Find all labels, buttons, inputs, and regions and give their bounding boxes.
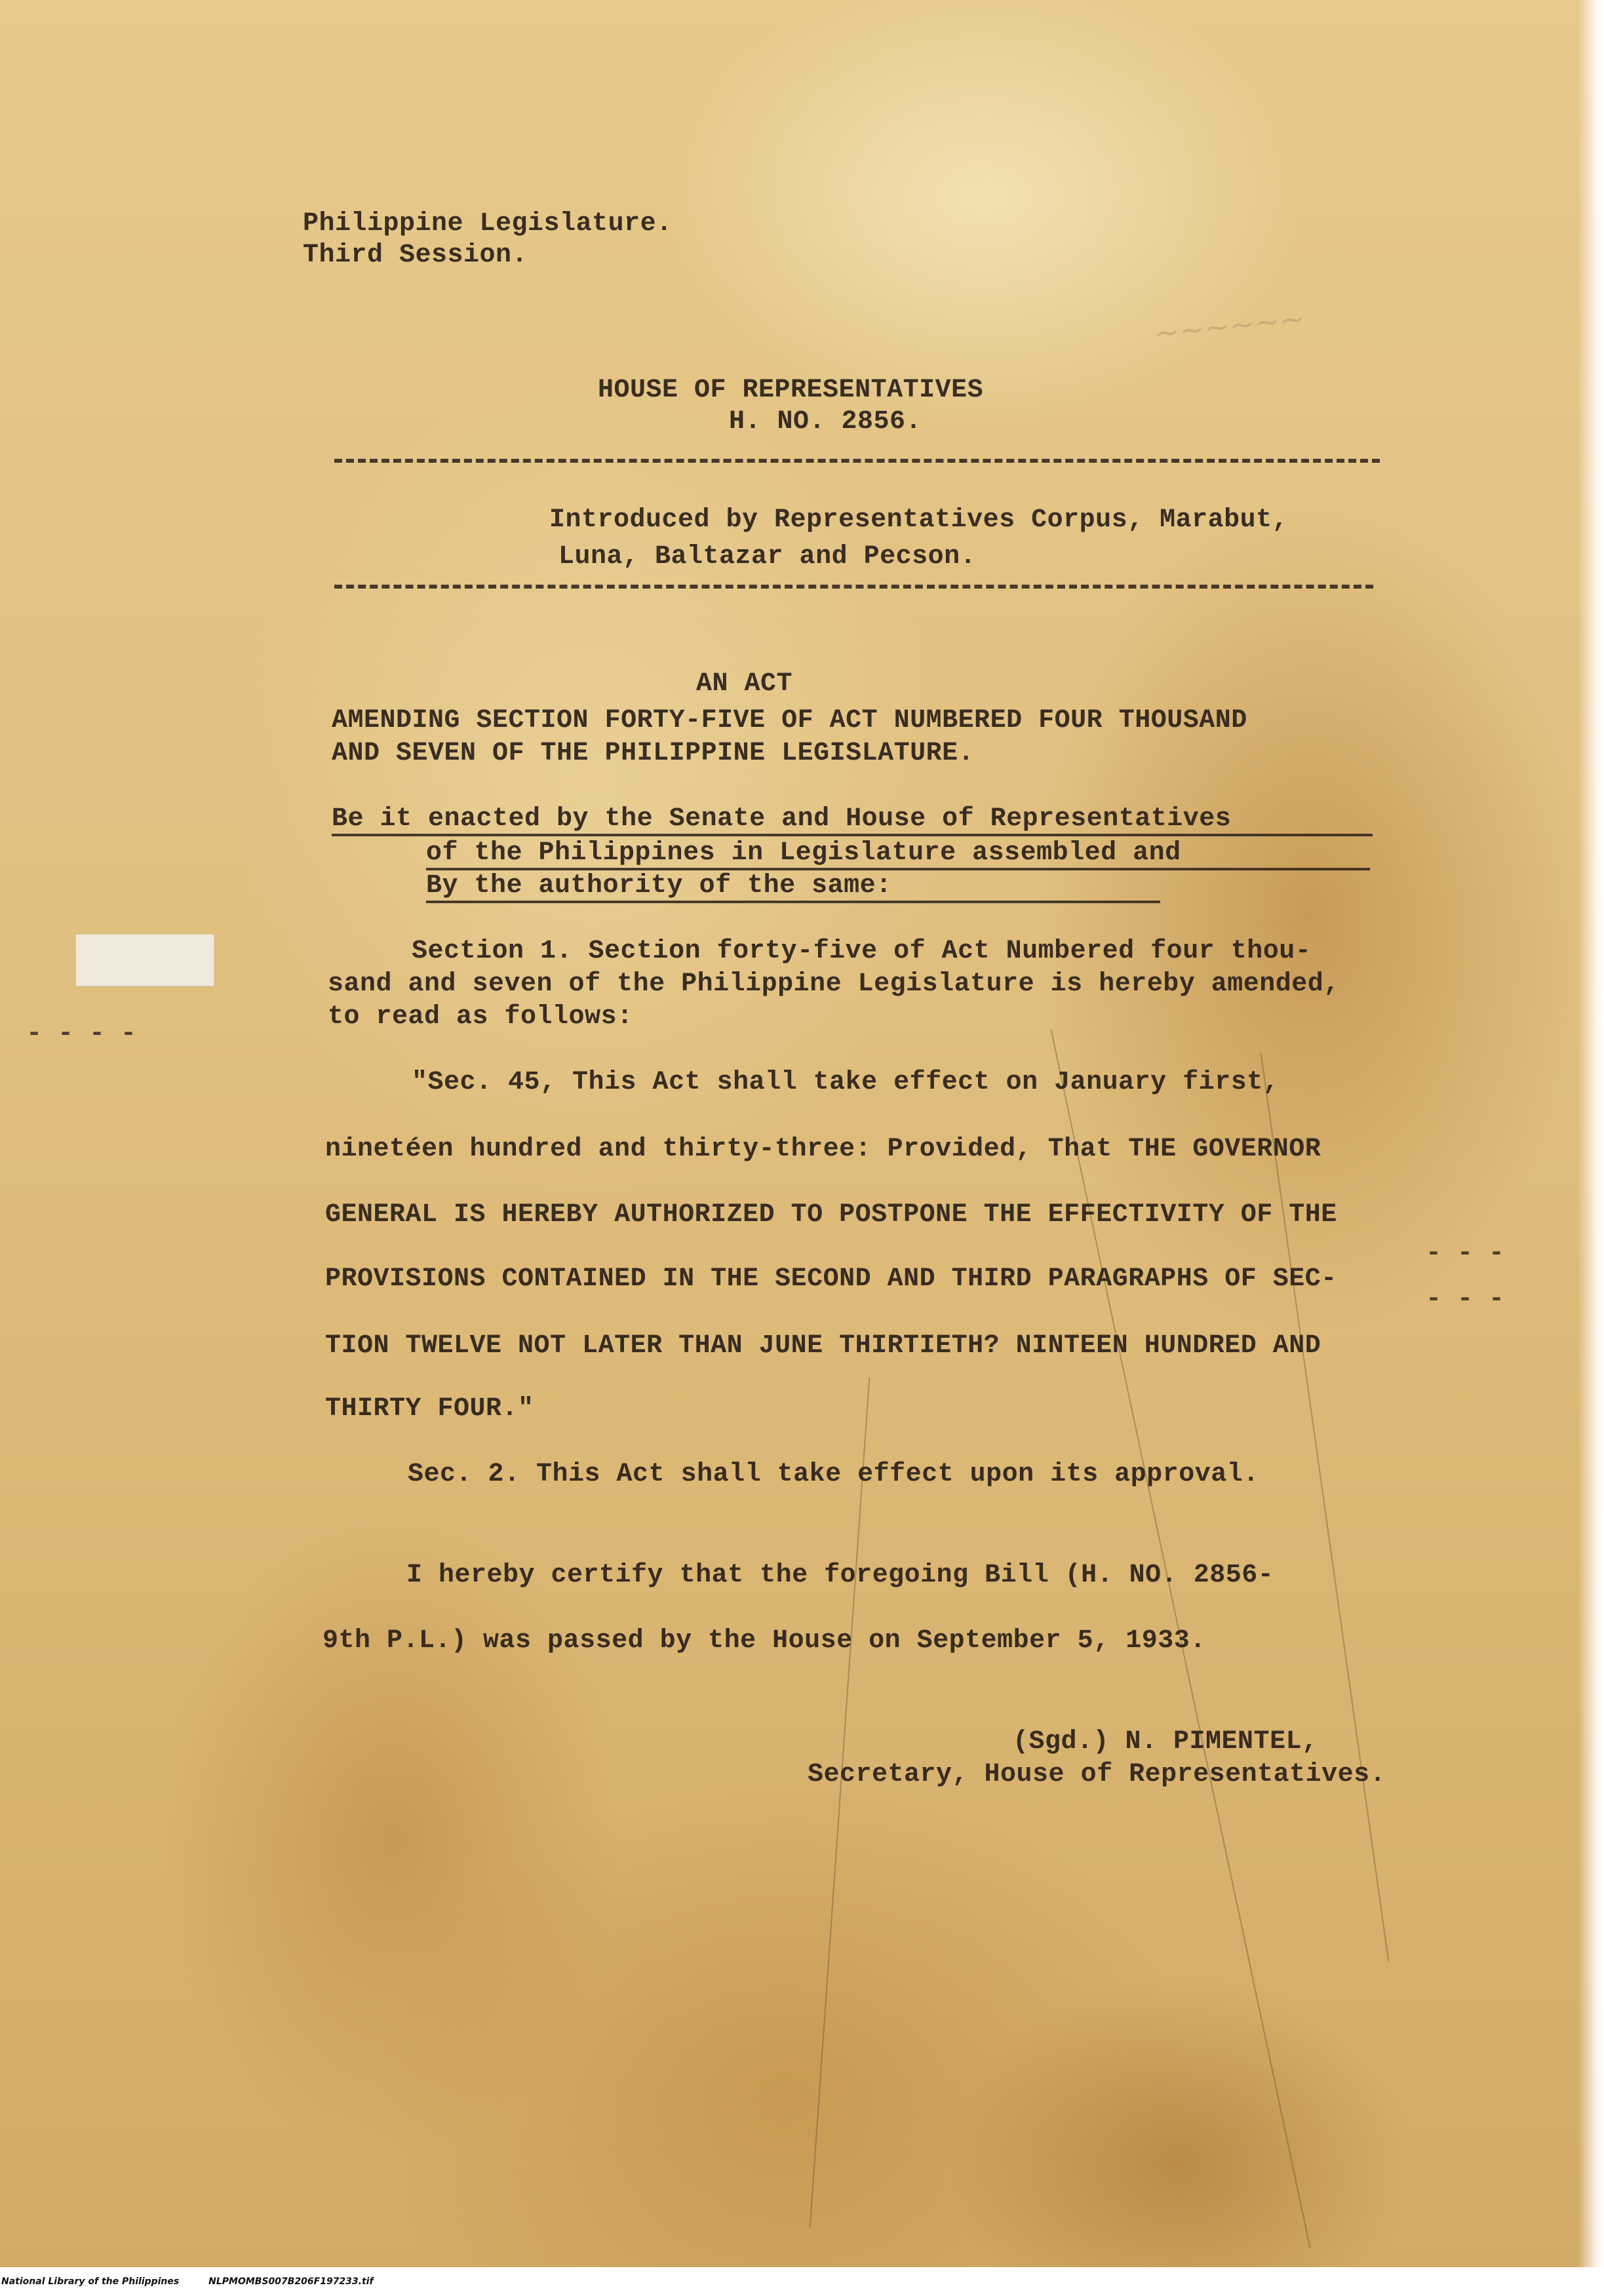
tape-fragment — [75, 934, 214, 986]
library-credit: National Library of the Philippines — [1, 2276, 180, 2287]
signature-name: (Sgd.) N. PIMENTEL, — [1013, 1727, 1318, 1757]
certification-line-2: 9th P.L.) was passed by the House on September 5, 1933. — [323, 1626, 1206, 1656]
file-name: NLPMOMBS007B206F197233.tif — [208, 2276, 374, 2287]
quoted-section-line-1: "Sec. 45, This Act shall take effect on January first, — [412, 1068, 1280, 1097]
margin-marks: - - - — [1426, 1239, 1505, 1268]
signature-title: Secretary, House of Representatives. — [808, 1760, 1386, 1789]
bill-number: H. NO. 2856. — [729, 407, 922, 437]
enacting-clause-line-3: By the authority of the same: — [426, 871, 892, 901]
legislature-heading: Philippine Legislature. — [303, 209, 673, 239]
pencil-annotation: ~~~~~~ — [1152, 300, 1307, 351]
quoted-section-line-3: GENERAL IS HEREBY AUTHORIZED TO POSTPONE THE EFFECTIVITY OF THE — [325, 1200, 1337, 1230]
section-1-line-3: to read as follows: — [328, 1002, 633, 1032]
section-2: Sec. 2. This Act shall take effect upon its approval. — [408, 1460, 1259, 1489]
enacting-clause-line-1: Be it enacted by the Senate and House of Representatives — [332, 804, 1232, 834]
house-heading: HOUSE OF REPRESENTATIVES — [598, 376, 984, 405]
introduced-by: Introduced by Representatives Corpus, Marabut, — [549, 505, 1289, 535]
margin-marks: - - - — [1426, 1285, 1505, 1314]
introduced-names: Luna, Baltazar and Pecson. — [558, 542, 977, 572]
certification-line-1: I hereby certify that the foregoing Bill (H. NO. 2856- — [406, 1561, 1274, 1590]
act-heading: AN ACT — [696, 669, 793, 699]
scanned-page-edge — [1578, 0, 1604, 2267]
dash-divider — [334, 459, 1380, 463]
quoted-section-line-5: TION TWELVE NOT LATER THAN JUNE THIRTIETH? NINTEEN HUNDRED AND — [325, 1331, 1321, 1361]
margin-marks: - - - - — [26, 1019, 137, 1049]
quoted-section-line-2: ninetéen hundred and thirty-three: Provided, That THE GOVERNOR — [325, 1135, 1321, 1164]
act-title-line-1: AMENDING SECTION FORTY-FIVE OF ACT NUMBERED FOUR THOUSAND — [332, 706, 1247, 735]
act-title-line-2: AND SEVEN OF THE PHILIPPINE LEGISLATURE. — [332, 739, 975, 768]
section-1-line-1: Section 1. Section forty-five of Act Numbered four thou- — [412, 937, 1312, 966]
enacting-underline — [426, 901, 1160, 903]
enacting-underline — [332, 834, 1373, 836]
dash-divider — [334, 585, 1373, 589]
archive-footer — [0, 2267, 1604, 2296]
section-1-line-2: sand and seven of the Philippine Legislature is hereby amended, — [328, 969, 1340, 999]
quoted-section-line-6: THIRTY FOUR." — [325, 1394, 534, 1424]
session-heading: Third Session. — [303, 241, 528, 270]
enacting-clause-line-2: of the Philippines in Legislature assembled and — [426, 838, 1181, 868]
crease-mark — [810, 1378, 870, 2228]
quoted-section-line-4: PROVISIONS CONTAINED IN THE SECOND AND THIRD PARAGRAPHS OF SEC- — [325, 1264, 1337, 1294]
crease-mark — [1261, 1053, 1390, 1962]
